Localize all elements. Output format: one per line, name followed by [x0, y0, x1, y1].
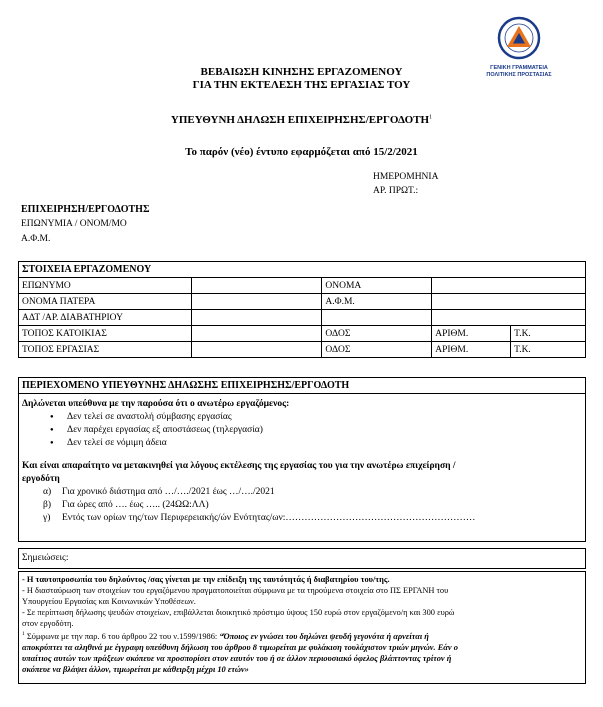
notes-box[interactable] [18, 548, 586, 569]
table-row [19, 326, 586, 342]
id-extra-cell-2[interactable] [432, 310, 586, 326]
period-label-a: α) [43, 487, 52, 497]
employer-heading: ΕΠΙΧΕΙΡΗΣΗ/ΕΡΓΟΔΟΤΗΣ [21, 204, 150, 215]
declaration-content-box [18, 377, 586, 542]
father-name-label: ΟΝΟΜΑ ΠΑΤΕΡΑ [19, 294, 192, 310]
workplace-postcode-label: Τ.Κ. [511, 342, 586, 358]
legal-footnote-line4 [22, 664, 582, 675]
hours-row [22, 499, 582, 512]
footnote-mark: 1 [22, 631, 25, 637]
movement-necessity-line2: εργοδότη [22, 474, 60, 484]
document-subtitle [0, 114, 603, 126]
employer-name-label: ΕΠΩΝΥΜΙΑ / ΟΝΟΜ/ΜΟ [21, 219, 127, 229]
employee-afm-value-cell[interactable] [432, 294, 586, 310]
list-item: ● Δεν τελεί σε νόμιμη άδεια [22, 437, 582, 450]
effective-date-note: Το παρόν (νέο) έντυπο εφαρμόζεται από 15/2/2021 [185, 146, 418, 158]
legal-footnote-line1 [22, 629, 582, 642]
period-row [22, 486, 582, 499]
notes-label: Σημειώσεις: [22, 553, 69, 563]
period-label-b: β) [43, 500, 51, 510]
footnote-law-reference: Σύμφωνα με την παρ. 6 του άρθρου 22 του ν.1599/1986: [24, 631, 220, 641]
subtitle-footnote-mark: 1 [429, 114, 433, 121]
footnote-quote-4: σκόπευε να βλάψει άλλον, τιμωρείται με κάθειρξη μέχρι 10 ετών» [22, 664, 249, 674]
document-title-line1: ΒΕΒΑΙΩΣΗ ΚΙΝΗΣΗΣ ΕΡΓΑΖΟΜΕΝΟΥ [200, 66, 403, 78]
footnote-quote-1: “Όποιος εν γνώσει του δηλώνει ψευδή γεγονότα ή αρνείται ή [219, 631, 429, 641]
father-name-value-cell[interactable] [191, 294, 322, 310]
footnote-quote-3: υπαίτιος αυτών των πράξεων σκόπευε να προσπορίσει στον εαυτόν του ή σε άλλον περιουσιακό όφελος βλάπτοντας τρίτον ή [22, 653, 452, 663]
legal-footnote-line3 [22, 653, 582, 664]
residence-postcode-label: Τ.Κ. [511, 326, 586, 342]
hours-field[interactable]: Για ώρες από …. έως ….. (24ΩΩ:ΛΛ) [62, 500, 209, 510]
employee-afm-label: Α.Φ.Μ. [322, 294, 432, 310]
regions-field[interactable]: Εντός των ορίων της/των Περιφερειακής/ών Ενότητας/ων:…………………………………………………… [62, 513, 476, 523]
period-label-c: γ) [43, 513, 51, 523]
table-row [19, 278, 586, 294]
regions-row [22, 512, 582, 525]
declaration-conditions-list [22, 411, 582, 450]
residence-street-label: ΟΔΟΣ [322, 326, 432, 342]
workplace-label: ΤΟΠΟΣ ΕΡΓΑΣΙΑΣ [19, 342, 192, 358]
workplace-street-label: ΟΔΟΣ [322, 342, 432, 358]
ergani-note-line1: - Η διασταύρωση των στοιχείων του εργαζόμενου πραγματοποιείται σύμφωνα με τα τηρούμενα στοιχεία στο ΠΣ ΕΡΓΑΝΗ του [22, 586, 449, 595]
penalty-note-line1: - Σε περίπτωση δήλωσης ψευδών στοιχείων, επιβάλλεται διοικητικό πρόστιμο ύψους 150 ευρώ στον εργαζόμενο/η και 300 ευρώ [22, 608, 455, 617]
protocol-number-label: ΑΡ. ΠΡΩΤ.: [373, 186, 419, 196]
employee-section-heading: ΣΤΟΙΧΕΙΑ ΕΡΓΑΖΟΜΕΝΟΥ [19, 262, 586, 278]
id-passport-label: ΑΔΤ /ΑΡ. ΔΙΑΒΑΤΗΡΙΟΥ [19, 310, 192, 326]
employer-afm-label: Α.Φ.Μ. [21, 234, 51, 244]
penalty-note-line2: στον εργοδότη. [22, 619, 74, 628]
id-extra-cell[interactable] [322, 310, 432, 326]
subtitle-text: ΥΠΕΥΘΥΝΗ ΔΗΛΩΣΗ ΕΠΙΧΕΙΡΗΣΗΣ/ΕΡΓΟΔΟΤΗ [170, 114, 430, 126]
period-dates-field[interactable]: Για χρονικό διάστημα από …/…./2021 έως …/…./2021 [62, 487, 275, 497]
list-item: ● Δεν τελεί σε αναστολή σύμβασης εργασίας [22, 411, 582, 424]
surname-label: ΕΠΩΝΥΜΟ [19, 278, 192, 294]
declaration-heading: ΠΕΡΙΕΧΟΜΕΝΟ ΥΠΕΥΘΥΝΗΣ ΔΗΛΩΣΗΣ ΕΠΙΧΕΙΡΗΣΗΣ/ΕΡΓΟΔΟΤΗ [19, 378, 585, 394]
footer-notes-box [18, 571, 586, 684]
workplace-number-label: ΑΡΙΘΜ. [432, 342, 511, 358]
civil-protection-emblem-icon [474, 14, 564, 60]
list-item: ● Δεν παρέχει εργασίας εξ αποστάσεως (τηλεργασία) [22, 424, 582, 437]
residence-number-label: ΑΡΙΘΜ. [432, 326, 511, 342]
date-label: ΗΜΕΡΟΜΗΝΙΑ [373, 172, 439, 182]
movement-necessity-line1: Και είναι απαραίτητο να μετακινηθεί για λόγους εκτέλεσης της εργασίας του για την ανωτέρω επιχείρηση / [22, 461, 456, 471]
table-row [19, 294, 586, 310]
surname-value-cell[interactable] [191, 278, 322, 294]
residence-value-cell[interactable] [191, 326, 322, 342]
table-row [19, 262, 586, 278]
table-row [19, 310, 586, 326]
table-row [19, 342, 586, 358]
residence-label: ΤΟΠΟΣ ΚΑΤΟΙΚΙΑΣ [19, 326, 192, 342]
logo-text-line2: ΠΟΛΙΤΙΚΗΣ ΠΡΟΣΤΑΣΙΑΣ [486, 72, 552, 78]
document-title-line2: ΓΙΑ ΤΗΝ ΕΚΤΕΛΕΣΗ ΤΗΣ ΕΡΓΑΣΙΑΣ ΤΟΥ [192, 79, 411, 91]
id-passport-value-cell[interactable] [191, 310, 322, 326]
first-name-value-cell[interactable] [432, 278, 586, 294]
employee-details-table [18, 261, 586, 358]
declaration-intro: Δηλώνεται υπεύθυνα με την παρούσα ότι ο ανωτέρω εργαζόμενος: [22, 399, 290, 409]
logo-text-line1: ΓΕΝΙΚΗ ΓΡΑΜΜΑΤΕΙΑ [490, 65, 548, 71]
first-name-label: ΟΝΟΜΑ [322, 278, 432, 294]
identity-note: - Η ταυτοπροσωπία του δηλούντος /σας γίνεται με την επίδειξη της ταυτότητάς ή διαβατηρίου του/της. [22, 575, 390, 584]
footnote-quote-2: αποκρύπτει τα αληθινά με έγγραφη υπεύθυνη δήλωση του άρθρου 8 τιμωρείται με φυλάκιση τουλάχιστον τριών μηνών. Εάν ο [22, 642, 458, 652]
workplace-value-cell[interactable] [191, 342, 322, 358]
ergani-note-line2: Υπουργείου Εργασίας και Κοινωνικών Υποθέσεων. [22, 597, 196, 606]
legal-footnote-line2 [22, 642, 582, 653]
